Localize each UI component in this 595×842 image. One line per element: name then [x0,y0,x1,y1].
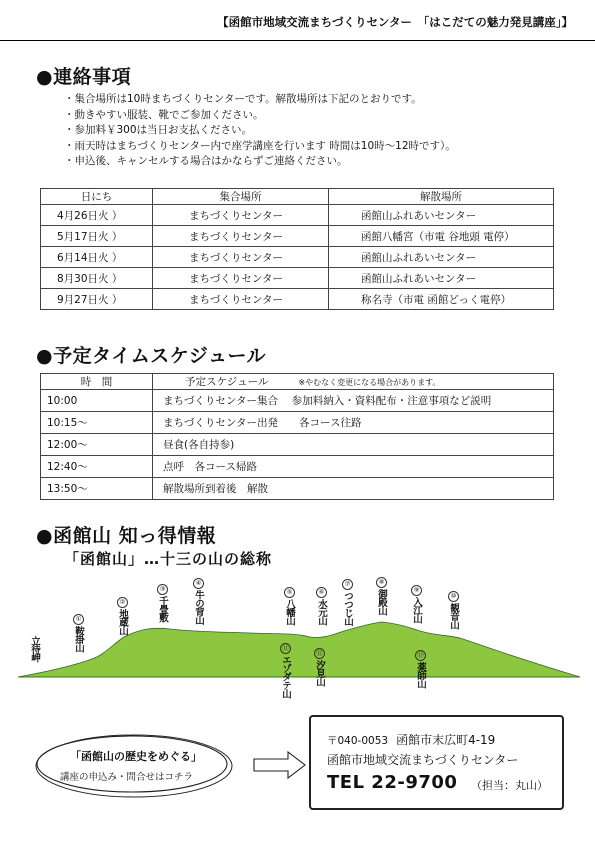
note-item: ・動きやすい服装、靴でご参加ください。 [64,108,264,121]
mountain-number: ② [117,597,128,608]
section-title-contact: ●連絡事項 [36,66,132,88]
mountain-name: 観音山 [448,603,459,629]
cell-time: 12:00～ [41,434,153,456]
mountain-silhouette [0,575,595,687]
page-header: 【函館市地域交流まちづくりセンター 「はこだての魅力発見講座」】 [217,15,573,29]
postal-line [327,731,495,748]
mountain-number: ⑫ [314,648,325,659]
cell-time: 12:40～ [41,456,153,478]
mountain-label [73,614,85,652]
mountain-label [376,577,388,615]
mountain-number: ⑬ [415,650,426,661]
cell-dismissal-place: 函館山ふれあいセンター [329,247,554,268]
mountain-label [314,648,326,686]
table-header-row [41,189,554,205]
lecture-title: 「函館山の歴史をめぐる」 [70,750,202,763]
mountain-label [342,579,354,625]
schedule-table [40,373,554,500]
table-row [41,456,554,478]
table-header-row [41,374,554,390]
table-row [41,390,554,412]
cell-time: 10:15～ [41,412,153,434]
table-row [41,478,554,500]
mountain-number: ⑥ [316,587,327,598]
section-title-schedule: ●予定タイムスケジュール [36,345,267,367]
column-header-plan [153,374,554,390]
cell-time: 13:50～ [41,478,153,500]
note-item: ・参加料￥300は当日お支払ください。 [64,124,253,136]
mountain-label [280,643,292,698]
address: 函館市末広町4-19 [396,733,496,747]
mountain-number: ③ [157,584,168,595]
phone-number: TEL 22-9700 [327,772,458,793]
column-header-meeting-place: 集合場所 [153,189,329,205]
column-header-time: 時 間 [41,374,153,390]
mountain-number: ⑦ [342,579,353,590]
arrow-right-icon [254,752,305,778]
cell-time: 10:00 [41,390,153,412]
header-divider [0,40,595,41]
contact-person: （担当：丸山） [471,779,548,792]
cell-plan: 昼食(各自持参) [153,434,554,456]
mountain-name: エゾダテ山 [280,655,291,698]
column-header-dismissal-place: 解散場所 [329,189,554,205]
change-notice: ※やむなく変更になる場合があります。 [298,378,441,387]
mountain-name: 鞍掛山 [73,626,84,652]
mountain-name: つつじ山 [342,591,353,625]
mountain-name: 薬師山 [415,662,426,688]
mountain-number: ① [73,614,84,625]
cell-date: 8月30日火 ） [41,268,153,289]
mountain-number: ⑤ [284,587,295,598]
table-row [41,412,554,434]
plan-header-label: 予定スケジュール [185,376,269,388]
cell-plan: 解散場所到着後 解散 [153,478,554,500]
cell-plan: まちづくりセンター出発 各コース往路 [153,412,554,434]
table-row [41,205,554,226]
inquiry-label: 講座の申込み・問合せはコチラ [60,772,194,783]
cell-dismissal-place: 函館山ふれあいセンター [329,205,554,226]
cell-date: 5月17日火 ） [41,226,153,247]
venue-table [40,188,554,310]
mountain-number: ⑪ [280,643,291,654]
mountain-number: ④ [193,578,204,589]
mountain-label [284,587,296,625]
mountain-label [411,585,423,623]
mountain-number: ⑨ [411,585,422,596]
cell-meeting-place: まちづくりセンター [153,205,329,226]
table-row [41,434,554,456]
mountain-label [157,584,169,622]
callout-oval-outer [36,735,232,797]
mountain-name: 入江山 [411,597,422,623]
mountain-number: ⑧ [376,577,387,588]
table-row [41,268,554,289]
cell-meeting-place: まちづくりセンター [153,289,329,310]
mountain-number: ⑩ [448,591,459,602]
note-item: ・集合場所は10時まちづくりセンターです。解散場所は下記のとおりです。 [64,93,422,105]
mountain-label [415,650,427,688]
mountain-label [316,587,328,625]
column-header-date: 日にち [41,189,153,205]
cell-date: 9月27日火 ） [41,289,153,310]
mountain-label [193,578,205,624]
cell-plan: まちづくりセンター集合 参加料納入・資料配布・注意事項など説明 [153,390,554,412]
mountain-name: 汐見山 [314,660,325,686]
mountain-name: 立待岬 [29,636,40,662]
cell-dismissal-place: 函館八幡宮（市電 谷地頭 電停） [329,226,554,247]
mountain-label [448,591,460,629]
cell-meeting-place: まちづくりセンター [153,247,329,268]
cell-dismissal-place: 称名寺（市電 函館どっく電停） [329,289,554,310]
table-row [41,247,554,268]
mountain-name: 御殿山 [376,589,387,615]
cell-date: 4月26日火 ） [41,205,153,226]
cell-date: 6月14日火 ） [41,247,153,268]
mountain-name: 千畳敷 [157,596,168,622]
cell-meeting-place: まちづくりセンター [153,268,329,289]
postal-code: 〒040-0053 [327,735,389,747]
mountain-name: 牛の背山 [193,590,204,624]
mountain-name: 八幡山 [284,599,295,625]
cell-dismissal-place: 函館山ふれあいセンター [329,268,554,289]
table-row [41,226,554,247]
note-item: ・申込後、キャンセルする場合はかならずご連絡ください。 [64,155,348,167]
note-item: ・雨天時はまちづくりセンター内で座学講座を行います 時間は10時～12時です）。 [64,139,456,152]
mountains-subtitle: 「函館山」…十三の山の総称 [64,550,273,568]
mountain-name: 地蔵山 [117,609,128,635]
section-title-info: ●函館山 知っ得情報 [36,525,217,547]
mountain-label [117,597,129,635]
contact-box [309,715,564,810]
mountain-name: 水元山 [316,599,327,625]
notes-list [64,92,456,170]
cell-meeting-place: まちづくりセンター [153,226,329,247]
mountain-ridge-shape [18,622,580,677]
mountain-label [29,636,41,662]
callout-graphic [30,726,315,806]
cell-plan: 点呼 各コース帰路 [153,456,554,478]
callout-oval [37,736,227,792]
organization-name: 函館市地域交流まちづくりセンター [327,753,519,767]
table-row [41,289,554,310]
